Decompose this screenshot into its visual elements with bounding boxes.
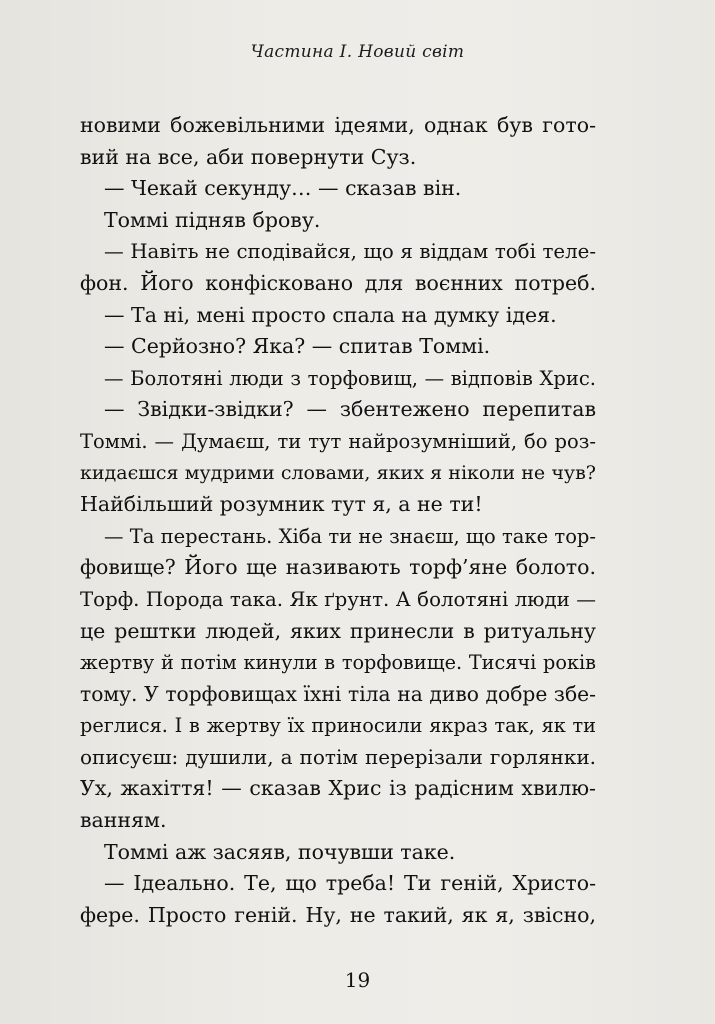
text-line: це рештки людей, яких принесли в ритуальну: [80, 618, 596, 643]
text-line: фовище? Його ще називають торф’яне болото.: [80, 555, 596, 580]
text-line: Найбільший розумник тут я, а не ти!: [80, 492, 483, 517]
text-line: Томмі аж засяяв, почувши таке.: [104, 839, 456, 864]
text-line: Ух, жахіття! — сказав Хрис із радісним хвилю-: [80, 776, 596, 801]
body-text: [80, 110, 596, 931]
text-line: новими божевільними ідеями, однак був гото-: [80, 113, 596, 137]
text-line: фон. Його конфісковано для воєнних потреб.: [80, 270, 596, 295]
text-line: вий на все, аби повернути Суз.: [80, 144, 417, 169]
text-line: — Звідки-звідки? — збентежено перепитав: [104, 397, 596, 422]
text-line: Томмі. — Думаєш, ти тут найрозумніший, бо роз-: [80, 429, 596, 453]
text-line: — Болотяні люди з торфовищ, — відповів Хрис.: [104, 366, 596, 390]
text-line: — Серйозно? Яка? — спитав Томмі.: [104, 334, 491, 359]
text-line: — Навіть не сподівайся, що я віддам тобі теле-: [104, 240, 596, 264]
page-number: 19: [344, 968, 371, 992]
text-line: описуєш: душили, а потім перерізали горлянки.: [80, 744, 596, 769]
text-line: ванням.: [80, 808, 167, 833]
text-line: Торф. Порода така. Як ґрунт. А болотяні люди —: [80, 587, 596, 611]
text-line: жертву й потім кинули в торфовище. Тисячі років: [80, 651, 596, 675]
text-line: реглися. І в жертву їх приносили якраз так, як ти: [80, 714, 596, 738]
text-line: кидаєшся мудрими словами, яких я ніколи не чув?: [80, 461, 596, 484]
text-line: — Чекай секунду… — сказав він.: [104, 176, 462, 201]
running-head: Частина I. Новий світ: [250, 42, 465, 62]
text-line: — Ідеально. Те, що треба! Ти геній, Христо-: [104, 871, 596, 896]
text-line: — Та перестань. Хіба ти не знаєш, що таке тор-: [104, 524, 596, 548]
text-line: — Та ні, мені просто спала на думку ідея.: [104, 302, 557, 327]
text-line: фере. Просто геній. Ну, не такий, як я, звісно,: [80, 902, 596, 927]
text-line: Томмі підняв брову.: [104, 207, 321, 232]
text-line: тому. У торфовищах їхні тіла на диво добре збе-: [80, 681, 596, 706]
